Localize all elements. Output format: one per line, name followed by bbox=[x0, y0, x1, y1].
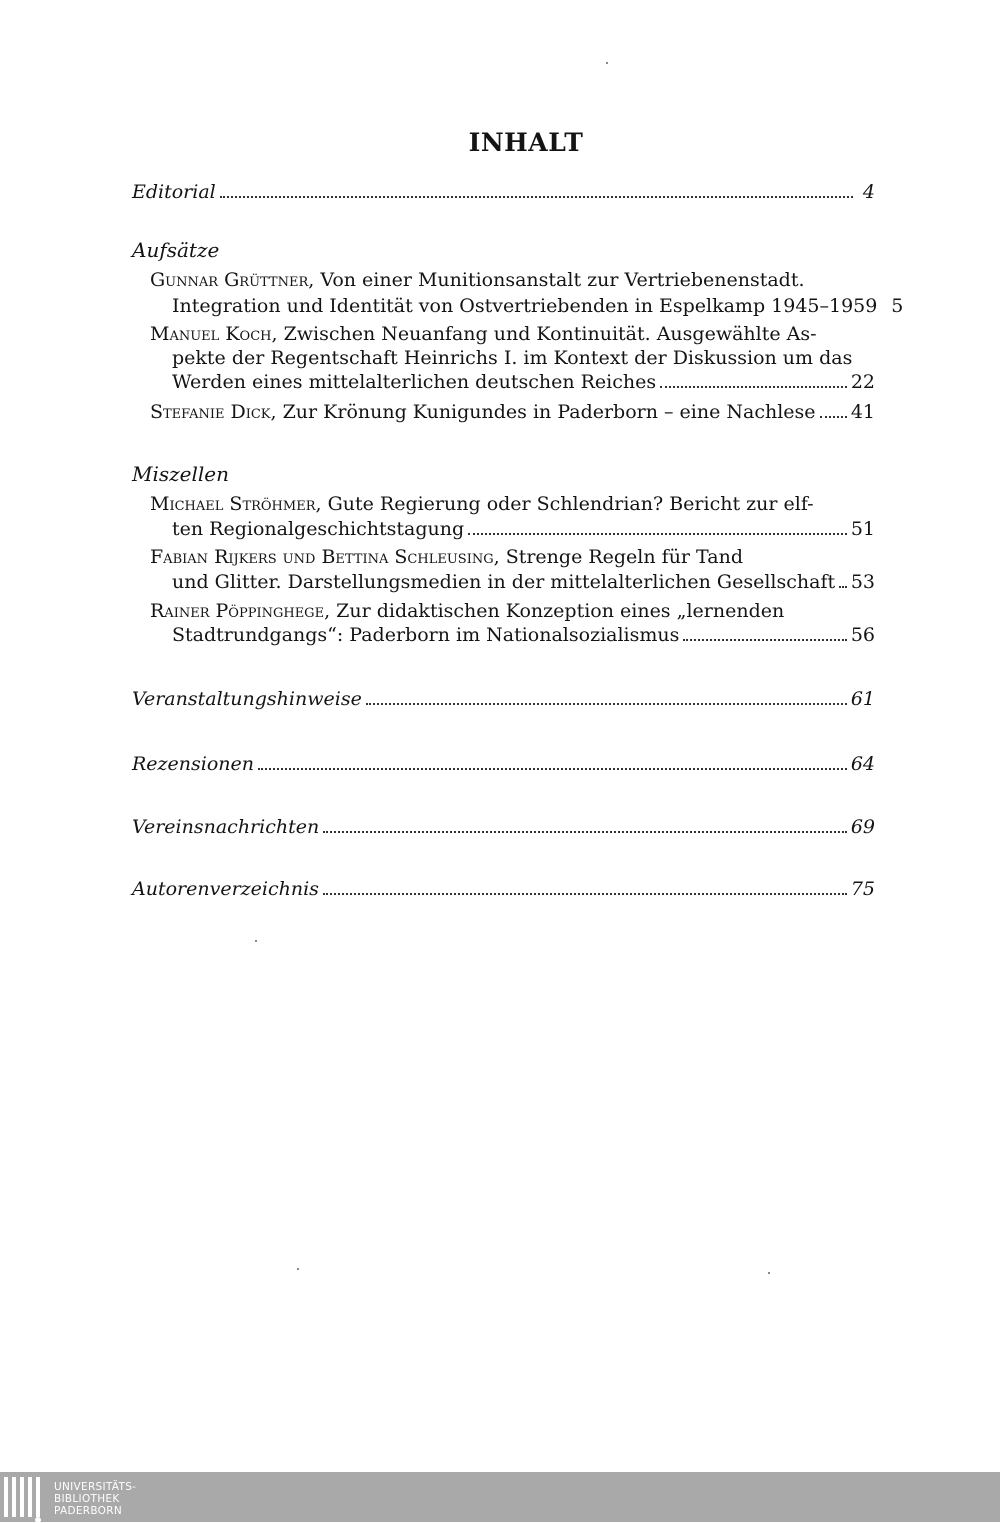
author-name: Manuel Koch bbox=[150, 323, 272, 345]
author-name: Rainer Pöppinghege bbox=[150, 600, 325, 622]
toc-page-number: 75 bbox=[850, 878, 875, 900]
entry-title: pekte der Regentschaft Heinrichs I. im Kontext der Diskussion um das bbox=[172, 347, 853, 369]
dot-leader bbox=[258, 768, 847, 770]
toc-entry-aufsatz-2-line1[interactable] bbox=[150, 322, 817, 346]
library-name bbox=[54, 1481, 136, 1517]
toc-page-number: 5 bbox=[891, 295, 904, 317]
toc-entry-aufsatz-2-line3[interactable] bbox=[172, 370, 875, 394]
library-name-line: PADERBORN bbox=[54, 1505, 122, 1517]
library-logo-icon bbox=[4, 1477, 48, 1517]
dot-leader bbox=[366, 703, 847, 705]
toc-page-number: 22 bbox=[850, 371, 875, 393]
dot-leader bbox=[820, 416, 847, 418]
dot-leader bbox=[468, 533, 847, 535]
entry-title: , Zur Krönung Kunigundes in Paderborn – eine Nachlese bbox=[270, 401, 816, 423]
scan-speck bbox=[768, 1272, 770, 1274]
author-name: Gunnar Grüttner bbox=[150, 269, 309, 291]
library-footer-bar bbox=[0, 1472, 1000, 1522]
toc-page-number: 51 bbox=[850, 518, 875, 540]
entry-title: Werden eines mittelalterlichen deutschen Reiches bbox=[172, 371, 657, 393]
author-name: Stefanie Dick bbox=[150, 401, 271, 423]
toc-entry-miszelle-2-line1[interactable] bbox=[150, 545, 743, 569]
toc-entry-miszelle-3-line2[interactable] bbox=[172, 623, 875, 647]
library-name-line: BIBLIOTHEK bbox=[54, 1493, 120, 1505]
entry-title: Integration und Identität von Ostvertriebenden in Espelkamp 1945–1959 bbox=[172, 295, 878, 317]
dot-leader bbox=[839, 586, 847, 588]
section-heading-aufsaetze: Aufsätze bbox=[132, 238, 220, 262]
toc-entry-miszelle-3-line1[interactable] bbox=[150, 599, 784, 623]
toc-page-number: 56 bbox=[850, 624, 875, 646]
toc-page-number: 69 bbox=[850, 816, 875, 838]
toc-page-number: 4 bbox=[862, 181, 875, 203]
toc-entry-miszelle-1-line2[interactable] bbox=[172, 517, 875, 541]
toc-entry-autorenverzeichnis[interactable] bbox=[132, 877, 875, 901]
toc-entry-aufsatz-2-line2[interactable] bbox=[172, 346, 875, 370]
entry-title: und Glitter. Darstellungsmedien in der mittelalterlichen Gesellschaft bbox=[172, 571, 836, 593]
toc-entry-miszelle-1-line1[interactable] bbox=[150, 492, 814, 516]
toc-label: Vereinsnachrichten bbox=[132, 816, 320, 838]
entry-title: , Zur didaktischen Konzeption eines „lernenden bbox=[324, 600, 785, 622]
dot-leader bbox=[683, 639, 846, 641]
section-heading-miszellen: Miszellen bbox=[132, 462, 230, 486]
page-title: INHALT bbox=[468, 128, 584, 157]
toc-entry-miszelle-2-line2[interactable] bbox=[172, 570, 875, 594]
entry-title: ten Regionalgeschichtstagung bbox=[172, 518, 465, 540]
toc-page-number: 41 bbox=[850, 401, 875, 423]
scan-speck bbox=[255, 940, 257, 942]
toc-entry-vereinsnachrichten[interactable] bbox=[132, 815, 875, 839]
dot-leader bbox=[220, 196, 853, 198]
scan-speck bbox=[297, 1268, 299, 1270]
toc-entry-rezensionen[interactable] bbox=[132, 752, 875, 776]
entry-title: , Zwischen Neuanfang und Kontinuität. Ausgewählte As- bbox=[271, 323, 817, 345]
dot-leader bbox=[660, 386, 847, 388]
author-name: Fabian Rijkers und Bettina Schleusing bbox=[150, 546, 494, 568]
entry-title: , Strenge Regeln für Tand bbox=[493, 546, 743, 568]
library-name-line: UNIVERSITÄTS- bbox=[54, 1481, 137, 1493]
toc-page-number: 64 bbox=[850, 753, 875, 775]
dot-leader bbox=[323, 893, 847, 895]
toc-entry-veranstaltungshinweise[interactable] bbox=[132, 687, 875, 711]
toc-page-number: 61 bbox=[850, 688, 875, 710]
toc-entry-aufsatz-3[interactable] bbox=[150, 400, 875, 424]
dot-leader bbox=[323, 831, 847, 833]
entry-title: , Von einer Munitionsanstalt zur Vertriebenenstadt. bbox=[308, 269, 805, 291]
toc-page-number: 53 bbox=[850, 571, 875, 593]
entry-title: , Gute Regierung oder Schlendrian? Bericht zur elf- bbox=[315, 493, 814, 515]
toc-entry-editorial[interactable] bbox=[132, 180, 875, 204]
toc-label: Rezensionen bbox=[132, 753, 255, 775]
toc-entry-aufsatz-1-line2[interactable] bbox=[172, 294, 904, 318]
entry-title: Stadtrundgangs“: Paderborn im Nationalsozialismus bbox=[172, 624, 680, 646]
scan-speck bbox=[606, 62, 608, 64]
toc-entry-aufsatz-1-line1[interactable] bbox=[150, 268, 805, 292]
toc-label: Editorial bbox=[132, 181, 216, 203]
toc-label: Autorenverzeichnis bbox=[132, 878, 319, 900]
toc-label: Veranstaltungshinweise bbox=[132, 688, 362, 710]
author-name: Michael Ströhmer bbox=[150, 493, 316, 515]
